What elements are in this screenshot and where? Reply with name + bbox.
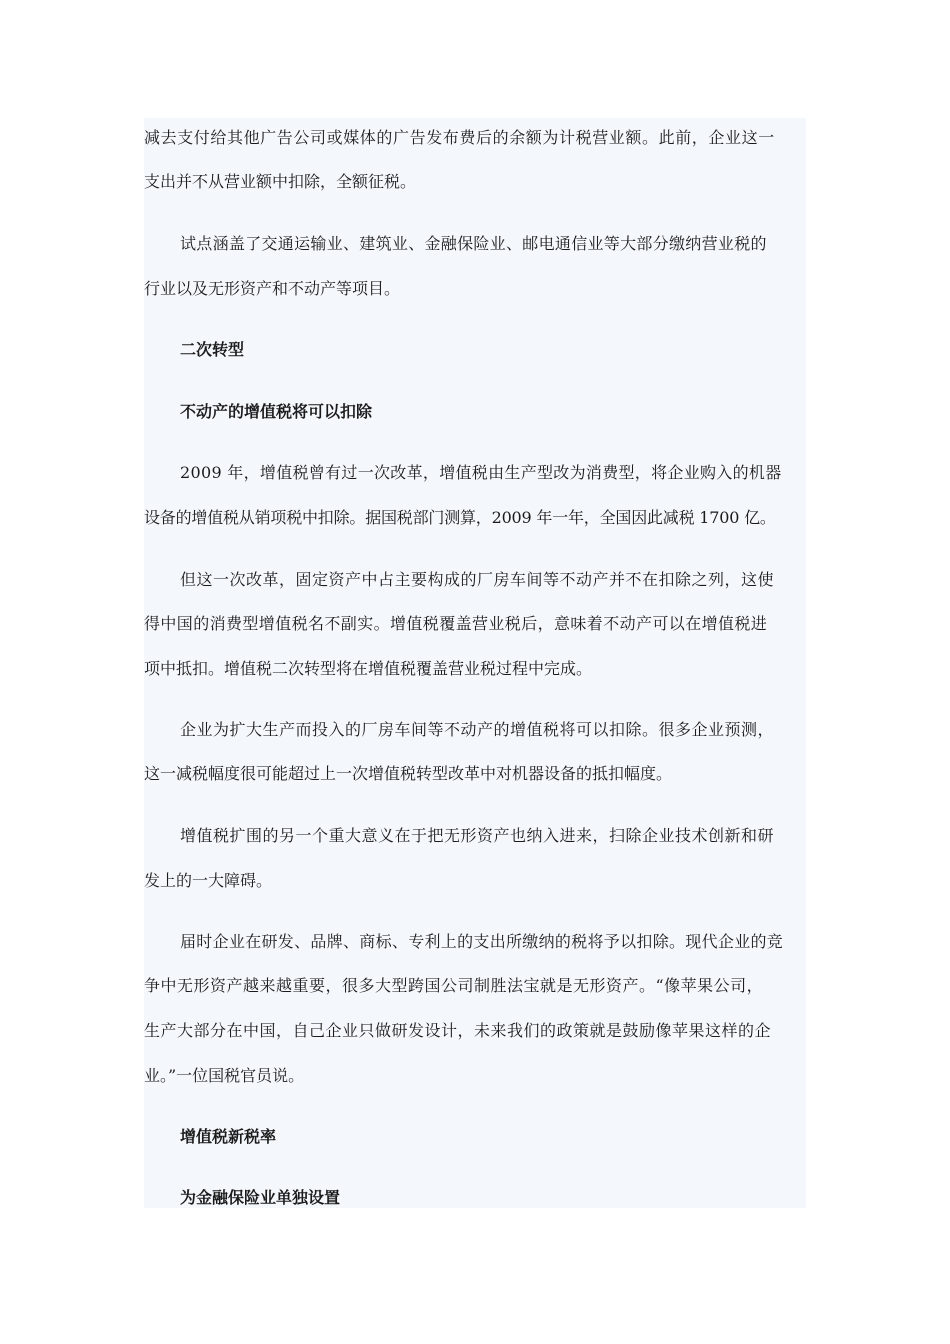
paragraph-7-line-4: 业。”一位国税官员说。 bbox=[144, 1066, 305, 1085]
paragraph-7-line-2: 争中无形资产越来越重要，很多大型跨国公司制胜法宝就是无形资产。“像苹果公司， bbox=[144, 976, 764, 995]
paragraph-1-line-1: 减去支付给其他广告公司或媒体的广告发布费后的余额为计税营业额。此前，企业这一 bbox=[144, 128, 775, 147]
paragraph-7-line-3: 生产大部分在中国，自己企业只做研发设计，未来我们的政策就是鼓励像苹果这样的企 bbox=[144, 1021, 772, 1040]
paragraph-2-line-1: 试点涵盖了交通运输业、建筑业、金融保险业、邮电通信业等大部分缴纳营业税的 bbox=[180, 234, 767, 253]
section-heading-new-vat-rate: 增值税新税率 bbox=[180, 1127, 277, 1146]
paragraph-5-line-1: 企业为扩大生产而投入的厂房车间等不动产的增值税将可以扣除。很多企业预测， bbox=[180, 720, 775, 739]
paragraph-5-line-2: 这一减税幅度很可能超过上一次增值税转型改革中对机器设备的抵扣幅度。 bbox=[144, 764, 673, 783]
section-subheading-financial-insurance: 为金融保险业单独设置 bbox=[180, 1188, 341, 1207]
paragraph-4-line-1: 但这一次改革，固定资产中占主要构成的厂房车间等不动产并不在扣除之列，这使 bbox=[180, 570, 775, 589]
section-subheading-real-estate-vat: 不动产的增值税将可以扣除 bbox=[180, 402, 373, 421]
paragraph-3-line-1: 2009 年，增值税曾有过一次改革，增值税由生产型改为消费型，将企业购入的机器 bbox=[180, 463, 782, 482]
paragraph-4-line-3: 项中抵扣。增值税二次转型将在增值税覆盖营业税过程中完成。 bbox=[144, 659, 593, 678]
paragraph-2-line-2: 行业以及无形资产和不动产等项目。 bbox=[144, 279, 401, 298]
paragraph-6-line-2: 发上的一大障碍。 bbox=[144, 871, 273, 890]
paragraph-4-line-2: 得中国的消费型增值税名不副实。增值税覆盖营业税后，意味着不动产可以在增值税进 bbox=[144, 614, 768, 633]
paragraph-6-line-1: 增值税扩围的另一个重大意义在于把无形资产也纳入进来，扫除企业技术创新和研 bbox=[180, 826, 775, 845]
paragraph-1-line-2: 支出并不从营业额中扣除，全额征税。 bbox=[144, 172, 417, 191]
section-heading-second-transformation: 二次转型 bbox=[180, 340, 245, 359]
paragraph-3-line-2: 设备的增值税从销项税中扣除。据国税部门测算，2009 年一年，全国因此减税 1700 亿。 bbox=[144, 508, 776, 527]
paragraph-7-line-1: 届时企业在研发、品牌、商标、专利上的支出所缴纳的税将予以扣除。现代企业的竞 bbox=[180, 932, 784, 951]
